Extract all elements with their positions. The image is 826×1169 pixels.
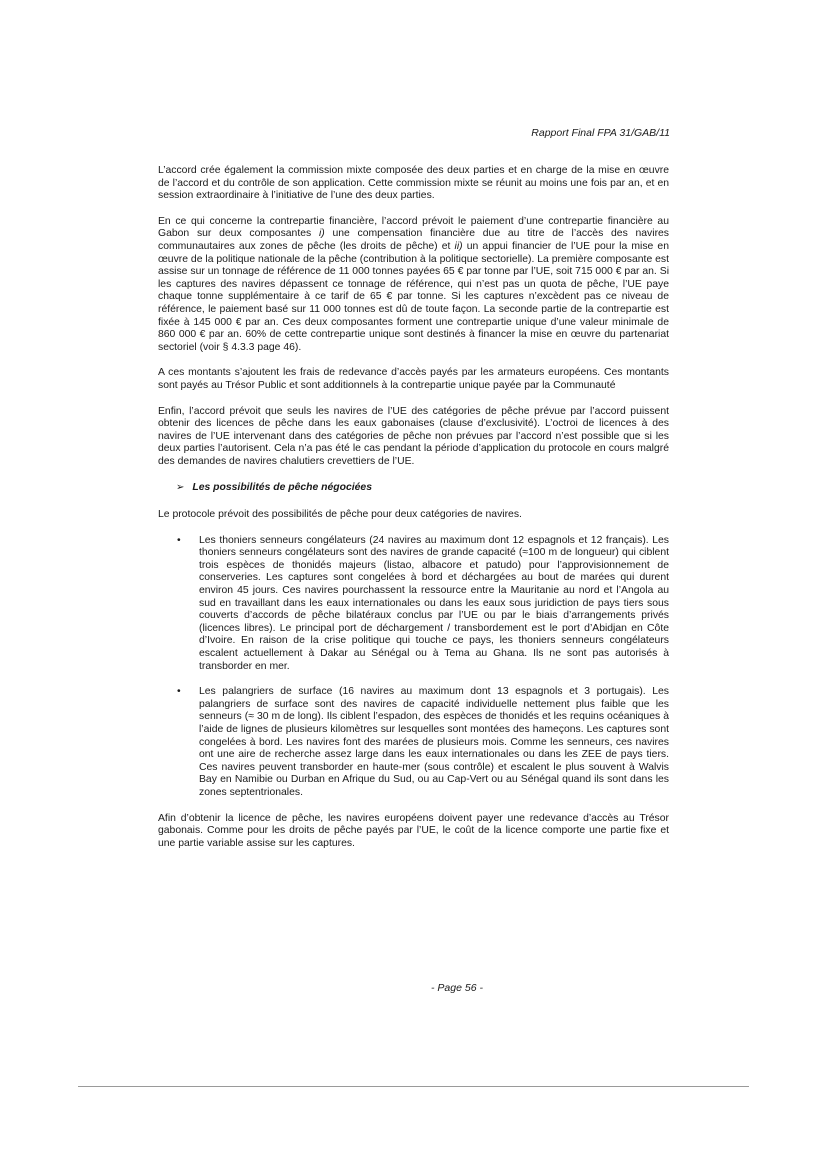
- footer-divider: [78, 1086, 749, 1087]
- section-subheading: [176, 482, 669, 495]
- page-body: [158, 165, 669, 863]
- report-header: Rapport Final FPA 31/GAB/11: [531, 127, 670, 139]
- paragraph-commission: L’accord crée également la commission mixte composée des deux parties et en charge de la mise en œuvre de l’accord et du contrôle de son application. Cette commission mixte se réunit au moins une fois par an, et en session extraordinaire à l’initiative de l’une des deux parties.: [158, 165, 669, 202]
- vessel-category-list: [158, 535, 669, 800]
- bullet-icon: •: [177, 534, 181, 546]
- paragraph-access-fees: A ces montants s’ajoutent les frais de redevance d’accès payés par les armateurs européens. Ces montants sont payés au Trésor Public et sont additionnels à la contrepartie unique payée par la Communauté: [158, 367, 669, 391]
- text-span: un appui financier de l’UE pour la mise en œuvre de la politique nationale de la pêche (contribution à la politique sectorielle). La première composante est assise sur un tonnage de référence de 11 000 tonnes payées 65 € par tonne par l’UE, soit 715 000 € par an. Si les captures des navires dépassent ce tonnage de référence, qui n’est pas un quota de pêche, l’UE paye chaque tonne supplémentaire à ce tarif de 65 € par tonne. Si les captures n’excèdent pas ce niveau de référence, le paiement basé sur 11 000 tonnes est dû de toute façon. La seconde partie de la contrepartie est fixée à 145 000 € par an. Ces deux composantes forment une contrepartie unique d’une valeur minimale de 860 000 € par an. 60% de cette contrepartie unique sont destinés à financer la mise en œuvre du partenariat sectoriel (voir § 4.3.3 page 46).: [158, 240, 669, 353]
- page-number: - Page 56 -: [431, 982, 483, 994]
- paragraph-exclusivity: Enfin, l’accord prévoit que seuls les navires de l’UE des catégories de pêche prévue par l’accord puissent obtenir des licences de pêche dans les eaux gabonaises (clause d’exclusivité). L’octroi de licences à des navires de l’UE intervenant dans des catégories de pêche non prévues par l’accord n’est possible que si les deux parties l’autorisent. Cela n’a pas été le cas pendant la période d’application du protocole en cours malgré des demandes de navires chalutiers crevettiers de l’UE.: [158, 405, 669, 467]
- list-item: [158, 535, 669, 674]
- arrow-bullet-icon: ➢: [176, 482, 185, 494]
- paragraph-financial-counterpart: [158, 216, 669, 355]
- enum-i: i): [318, 228, 325, 240]
- enum-ii: ii): [454, 240, 463, 252]
- text-span: En ce qui concerne la contrepartie financière, l’accord prévoit le paiement d’une contrepartie financière au Gabon sur deux composantes: [158, 215, 669, 240]
- bullet-icon: •: [177, 686, 181, 698]
- list-item: [158, 686, 669, 799]
- text-span: une compensation financière due au titre de l’accès des navires communautaires aux zones de pêche (les droits de pêche) et: [158, 228, 670, 252]
- list-item-text: Les thoniers senneurs congélateurs (24 navires au maximum dont 12 espagnols et 12 français). Les thoniers senneurs congélateurs sont des navires de grande capacité (≈100 m de longueur) qui ciblent trois espèces de thonidés majeurs (listao, albacore et patudo) pour l’approvisionnement de conserveries. Les captures sont congelées à bord et déchargées au bout de marées qui durent environ 45 jours. Ces navires pourchassent la ressource entre la Mauritanie au nord et l’Angola au sud en travaillant dans les eaux internationales ou dans les eaux sous juridiction de pays tiers sous couverts d’accords de pêche bilatéraux conclus par l’UE ou par le biais d’arrangements privés (licences libres). Le principal port de déchargement / transbordement est le port d’Abidjan en Côte d’Ivoire. En raison de la crise politique qui touche ce pays, les thoniers senneurs congélateurs escalent actuellement à Dakar au Sénégal ou à Tema au Ghana. Ils ne sont pas autorisés à transborder en mer.: [199, 534, 669, 672]
- paragraph-protocol: Le protocole prévoit des possibilités de pêche pour deux catégories de navires.: [158, 509, 522, 521]
- subheading-text: Les possibilités de pêche négociées: [192, 482, 372, 494]
- paragraph-licence: Afin d’obtenir la licence de pêche, les navires européens doivent payer une redevance d’accès au Trésor gabonais. Comme pour les droits de pêche payés par l’UE, le coût de la licence comporte une partie fixe et une partie variable assise sur les captures.: [158, 812, 669, 849]
- list-item-text: Les palangriers de surface (16 navires au maximum dont 13 espagnols et 3 portugais). Les palangriers de surface sont des navires de capacité individuelle nettement plus faible que les senneurs (≈ 30 m de long). Ils ciblent l’espadon, des espèces de thonidés et les requins océaniques à l’aide de lignes de plusieurs kilomètres sur lesquelles sont montées des hameçons. Les captures sont congelées à bord. Les navires font des marées de plusieurs mois. Comme les senneurs, ces navires ont une aire de recherche assez large dans les eaux internationales ou dans les ZEE de pays tiers. Ces navires peuvent transborder en haute-mer (sous contrôle) et escalent le plus souvent à Walvis Bay en Namibie ou Durban en Afrique du Sud, ou au Cap-Vert ou au Sénégal quand ils sont dans les zones septentrionales.: [199, 686, 669, 798]
